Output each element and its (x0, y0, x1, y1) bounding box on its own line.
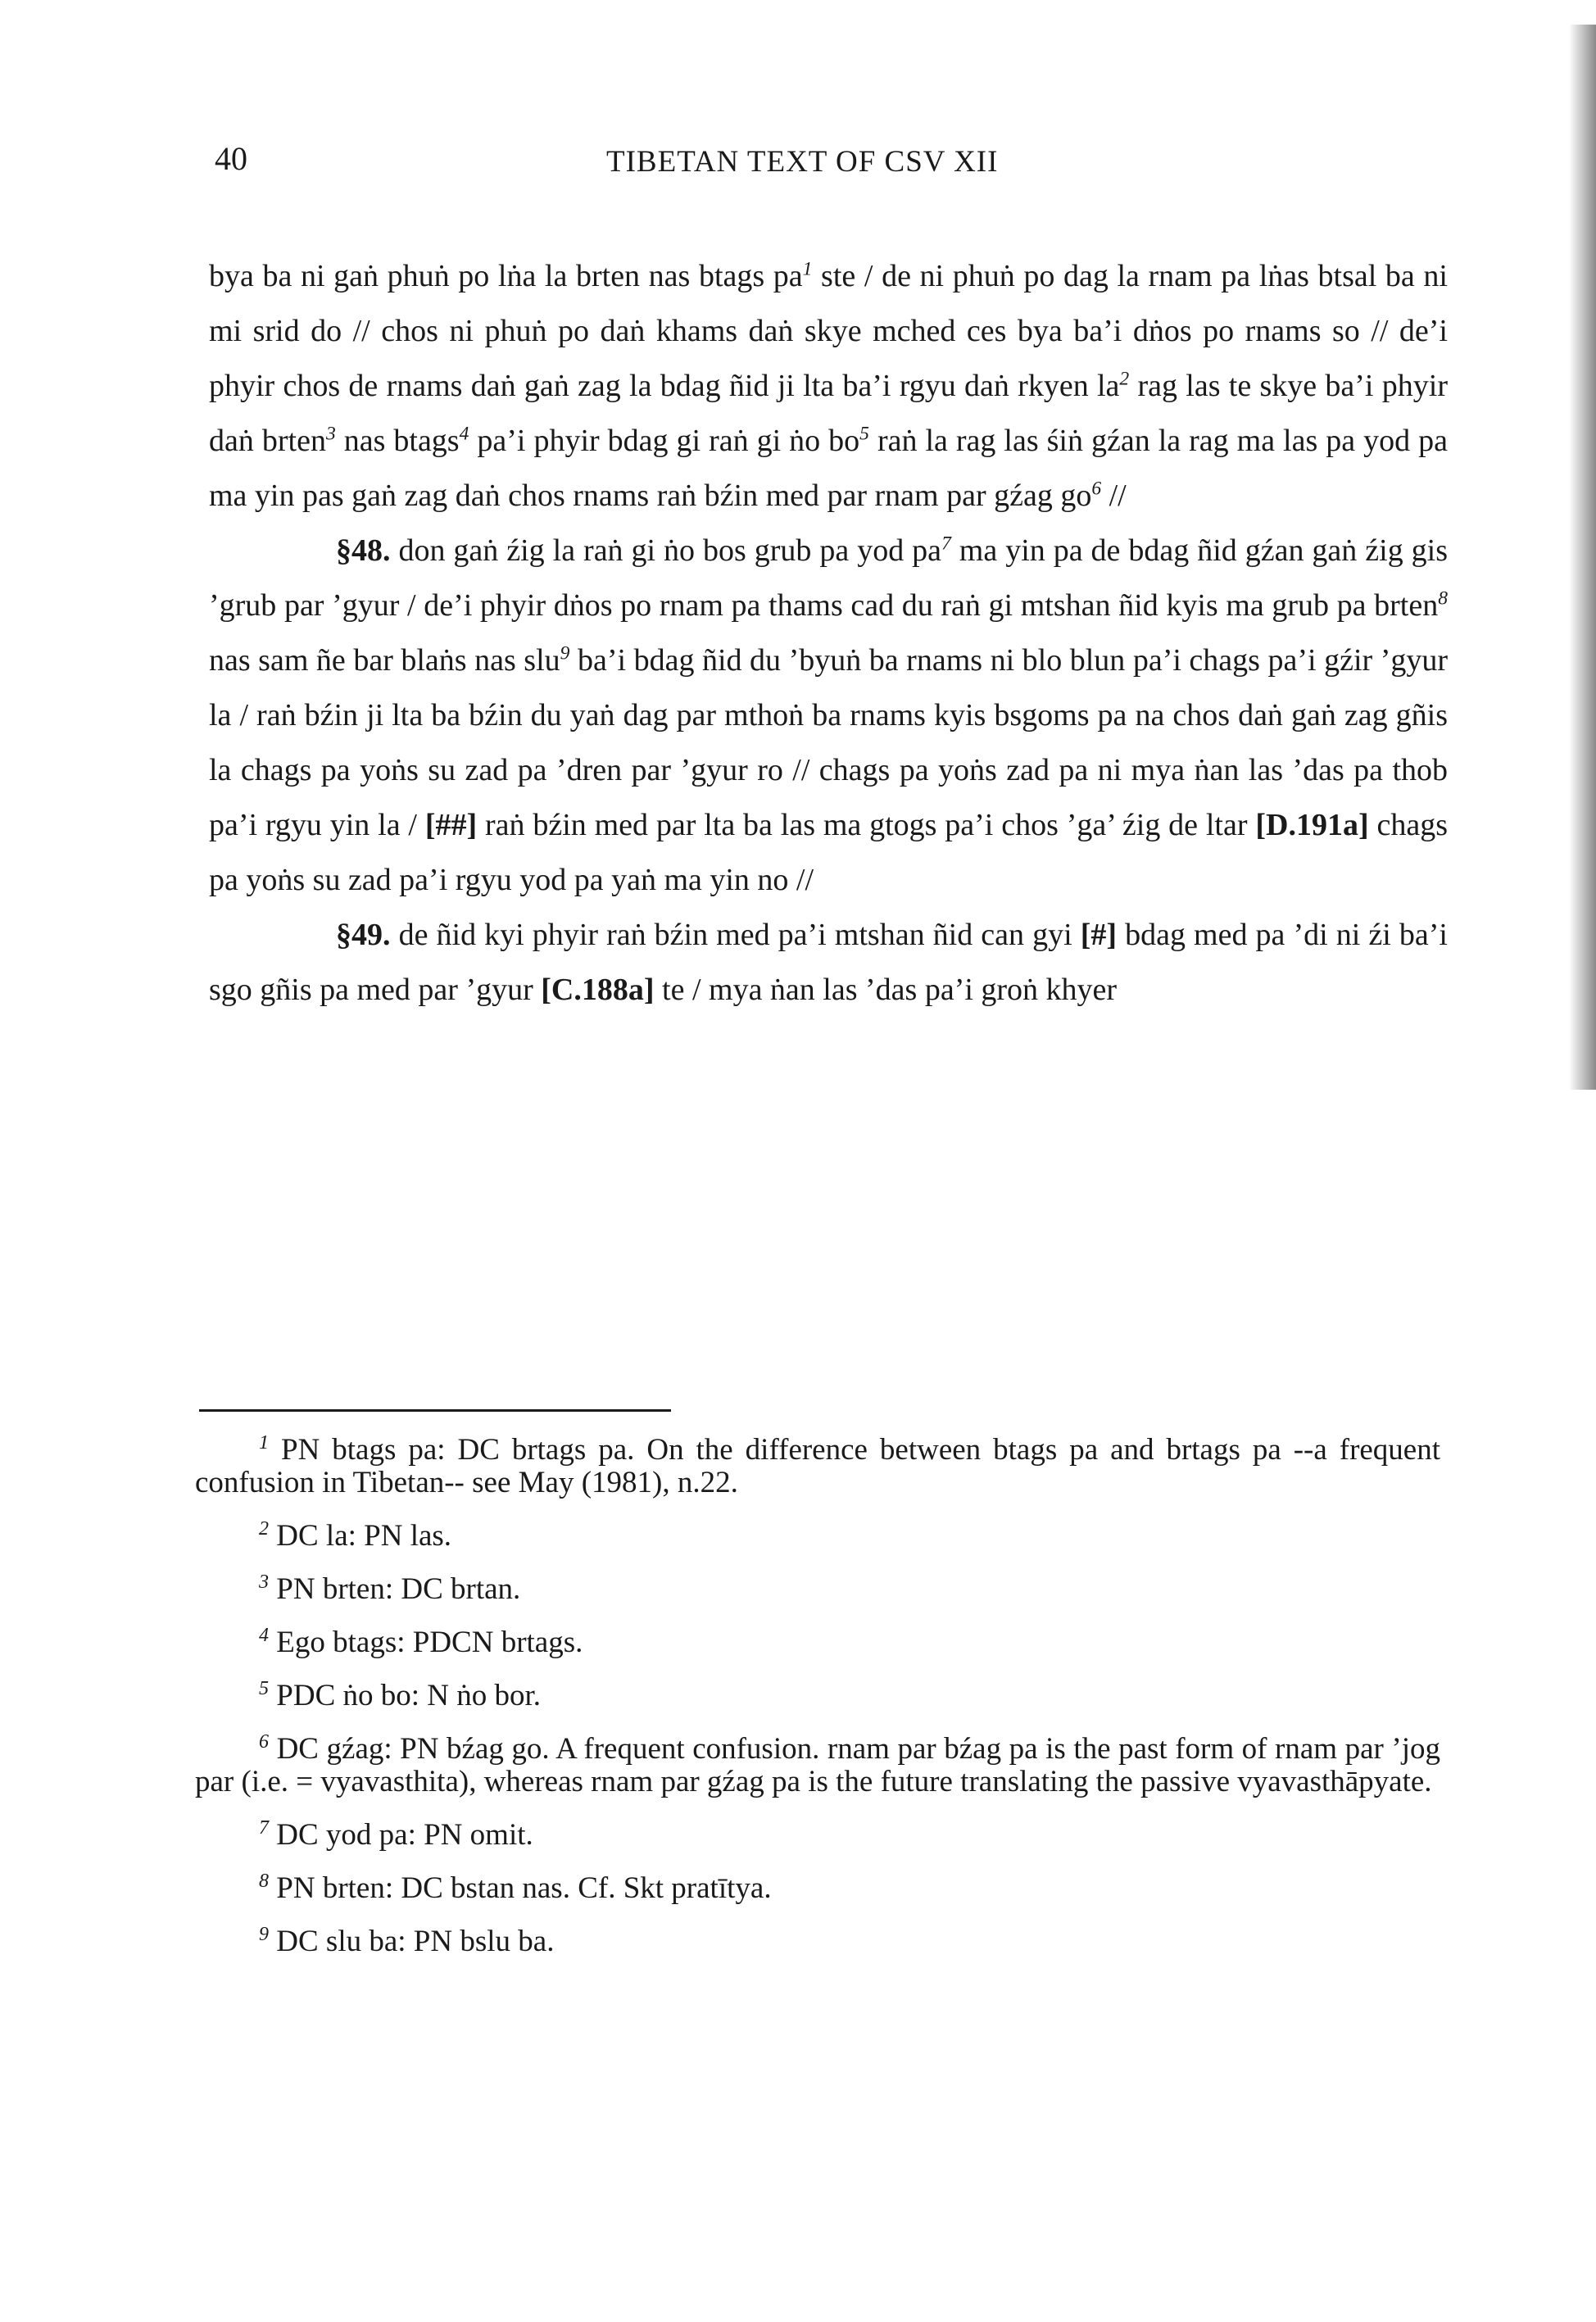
section-marker: [##] (424, 808, 478, 842)
page-number: 40 (215, 140, 247, 177)
footnotes (195, 1431, 1441, 1979)
footnote-number: 6 (259, 1730, 270, 1753)
footnote-text: PN brten: DC brtan. (276, 1572, 521, 1606)
footnote-reference: 7 (941, 533, 951, 555)
body-paragraph (209, 908, 1448, 1018)
footnote (195, 1517, 1440, 1553)
body-paragraph (209, 249, 1448, 524)
text-run: bya ba ni gaṅ phuṅ po lṅa la brten nas btags pa (209, 259, 803, 293)
text-run: nas btags (335, 424, 460, 458)
footnote-number: 5 (259, 1677, 270, 1699)
footnote (195, 1573, 1440, 1606)
text-run: ba’i bdag ñid du ’byuṅ ba rnams ni blo blun pa’i chags pa’i gźir ’gyur la / raṅ bźin ji lta ba bźin du yaṅ dag par mthoṅ ba rnams kyis bsgoms pa na chos daṅ gaṅ zag gñis la chags pa yoṅs su zad pa ’dren par ’gyur ro // chags pa yoṅs zad pa ni mya ṅan las ’das pa thob pa’i rgyu yin la / (209, 643, 1449, 842)
footnote-reference: 6 (1091, 478, 1102, 500)
text-run: ste / de ni phuṅ po dag la rnam pa lṅas btsal ba ni mi srid do // chos ni phuṅ po daṅ khams daṅ skye mched ces bya ba’i dṅos po rnams so // de’i phyir chos de rnams daṅ gaṅ zag la bdag ñid ji lta ba’i rgyu daṅ rkyen la (209, 259, 1448, 403)
body-paragraph (209, 524, 1448, 908)
section-marker: [#] (1080, 918, 1118, 952)
footnote-number: 7 (259, 1816, 270, 1839)
running-title: TIBETAN TEXT OF CSV XII (606, 145, 999, 179)
section-marker: §49. (336, 918, 391, 952)
text-run: bdag med pa ’di ni źi ba’i sgo gñis pa med par ’gyur (209, 918, 1448, 1007)
footnote-number: 2 (259, 1517, 270, 1540)
footnote (195, 1925, 1440, 1958)
footnote-number: 8 (259, 1870, 270, 1892)
text-run: chags pa yoṅs su zad pa’i rgyu yod pa yaṅ ma yin no // (209, 808, 1448, 897)
footnote-separator (199, 1409, 671, 1412)
text-run: raṅ la rag las śiṅ gźan la rag ma las pa yod pa ma yin pas gaṅ zag daṅ chos rnams raṅ bźin med par rnam par gźag go (209, 424, 1448, 513)
footnote-reference: 9 (560, 642, 570, 664)
footnote-reference: 5 (859, 423, 869, 445)
footnote-text: PN brten: DC bstan nas. Cf. Skt pratītya. (276, 1871, 772, 1905)
binding-shadow (1569, 25, 1596, 1090)
footnote-text: Ego btags: PDCN brtags. (276, 1626, 583, 1659)
footnote (195, 1677, 1440, 1712)
text-run: rag las te skye ba’i phyir daṅ brten (209, 369, 1448, 458)
text-run: pa’i phyir bdag gi raṅ gi ṅo bo (469, 424, 860, 458)
text-run: te / mya ṅan las ’das pa’i groṅ khyer (654, 973, 1118, 1007)
footnote-reference: 2 (1119, 368, 1130, 390)
section-marker: [C.188a] (541, 973, 655, 1007)
footnote-number: 3 (259, 1571, 270, 1593)
footnote (195, 1730, 1441, 1798)
footnote-number: 4 (259, 1624, 270, 1646)
footnote-reference: 1 (802, 258, 813, 280)
section-marker: [D.191a] (1255, 808, 1369, 842)
footnote (195, 1626, 1440, 1659)
footnote-number: 1 (259, 1431, 270, 1454)
body-text (209, 249, 1448, 1018)
footnote-number: 9 (259, 1923, 270, 1945)
footnote-reference: 3 (325, 423, 336, 445)
footnote-text: DC la: PN las. (276, 1519, 452, 1553)
footnote-reference: 4 (459, 423, 469, 445)
footnote-text: DC slu ba: PN bslu ba. (276, 1925, 555, 1958)
footnote-text: PDC ṅo bo: N ṅo bor. (276, 1679, 542, 1712)
text-run: // (1101, 478, 1127, 513)
footnote (195, 1816, 1440, 1852)
text-run: don gaṅ źig la raṅ gi ṅo bos grub pa yod pa (390, 533, 942, 568)
footnote-text: PN btags pa: DC brtags pa. On the difference between btags pa and brtags pa --a frequent confusion in Tibetan-- see May (1981), n.22. (195, 1433, 1441, 1499)
text-run: raṅ bźin med par lta ba las ma gtogs pa’i chos ’ga’ źig de ltar (477, 808, 1256, 842)
text-run: nas sam ñe bar blaṅs nas slu (209, 643, 560, 678)
section-marker: §48. (336, 533, 391, 568)
text-run: de ñid kyi phyir raṅ bźin med pa’i mtshan ñid can gyi (390, 918, 1081, 952)
footnote-reference: 8 (1438, 587, 1448, 610)
footnote-text: DC gźag: PN bźag go. A frequent confusion. rnam par bźag pa is the past form of rnam par ’jog par (i.e. = vyavasthita), whereas rnam par gźag pa is the future translating the passive vyavasthāpyate. (195, 1732, 1441, 1798)
footnote-text: DC yod pa: PN omit. (276, 1818, 533, 1852)
footnote (195, 1872, 1440, 1905)
footnote (195, 1431, 1441, 1499)
text-run: ma yin pa de bdag ñid gźan gaṅ źig gis ’grub par ’gyur / de’i phyir dṅos po rnam pa thams cad du raṅ gi mtshan ñid kyis ma grub pa brten (209, 533, 1449, 623)
